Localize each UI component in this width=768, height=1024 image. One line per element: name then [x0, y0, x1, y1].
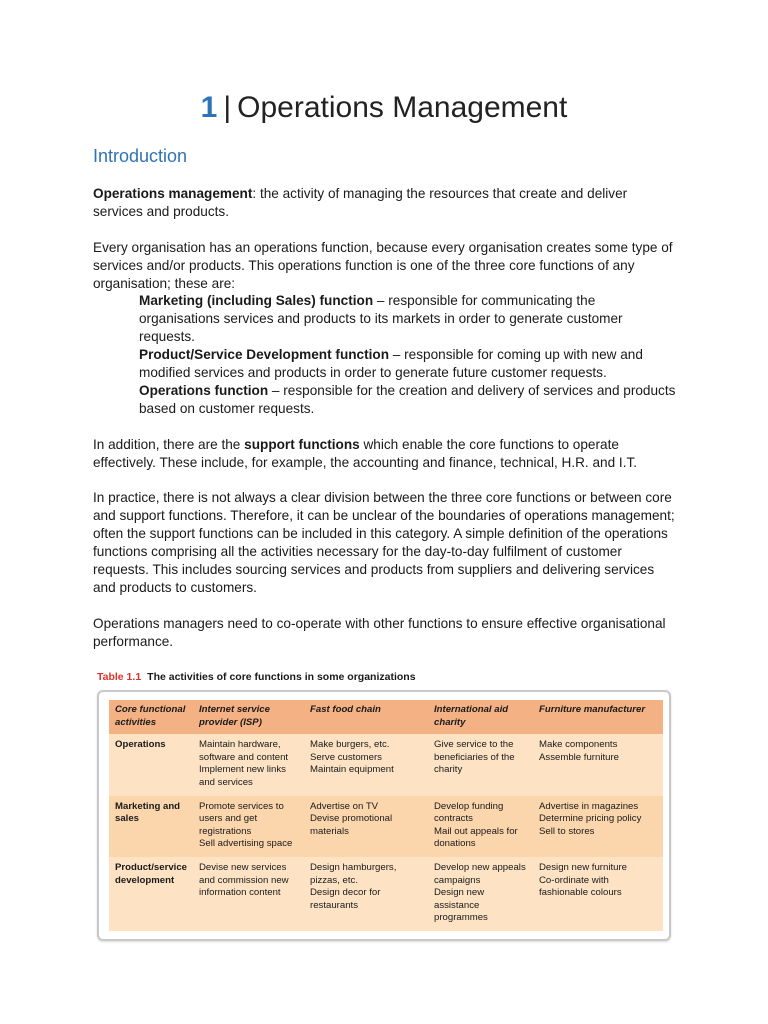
core-function-desc: – responsible for coming up with new and modified services and products in order to generate future customer requests. — [139, 347, 643, 381]
table-header-row — [109, 700, 663, 734]
table-cell — [193, 734, 304, 795]
core-function-desc: – responsible for the creation and delivery of services and products based on customer requests. — [139, 382, 676, 416]
chapter-title: Operations Management — [237, 91, 568, 124]
table-caption-title: The activities of core functions in some organizations — [147, 671, 416, 683]
table-figure — [97, 668, 671, 941]
table-cell-line: Design decor for restaurants — [310, 887, 381, 911]
support-after: which enable the core functions to operate effectively. These include, for example, the accounting and finance, technical, H.R. and I.T. — [93, 436, 638, 470]
core-function-item — [139, 346, 677, 382]
core-functions-table — [109, 700, 663, 931]
table-cell-line: Make burgers, etc. — [310, 739, 390, 751]
table-cell-line: Design hamburgers, pizzas, etc. — [310, 861, 397, 886]
table-cell-line: Advertise in magazines — [539, 800, 639, 812]
table-cell-line: Develop new appeals campaigns — [434, 861, 526, 886]
title-separator: | — [223, 91, 232, 124]
table-cell-line: Implement new links and services — [199, 764, 286, 788]
table-cell — [533, 734, 663, 795]
core-functions-list — [93, 292, 677, 417]
table-body — [109, 734, 663, 931]
table-cell-line: Devise promotional materials — [310, 813, 393, 837]
table-cell-line: Promote services to users and get registrations — [199, 800, 284, 837]
table-cell-line: Co-ordinate with fashionable colours — [539, 874, 622, 899]
table-cell — [533, 796, 663, 857]
table-cell-line: Maintain hardware, software and content — [199, 739, 289, 763]
table-frame — [97, 690, 671, 941]
definition-term: Operations management — [93, 186, 253, 201]
table-row-label: Marketing and sales — [109, 796, 193, 857]
table-cell-line: Make components — [539, 739, 618, 751]
table-cell-line: Assemble furniture — [539, 751, 619, 763]
table-row — [109, 734, 663, 795]
table-header-cell: Internet service provider (ISP) — [193, 700, 304, 734]
table-cell — [304, 796, 428, 857]
table-header-cell: Fast food chain — [304, 700, 428, 734]
cooperate-paragraph: Operations managers need to co-operate with other functions to ensure effective organisational performance. — [93, 615, 666, 649]
table-cell-line: Develop funding contracts — [434, 800, 504, 825]
table-caption-number: Table 1.1 — [97, 671, 142, 683]
table-cell — [428, 857, 533, 931]
table-cell-line: Design new furniture — [539, 861, 627, 873]
support-paragraph — [93, 436, 677, 472]
body-text — [93, 185, 677, 668]
core-function-name: Product/Service Development function — [139, 347, 390, 363]
table-cell — [193, 796, 304, 857]
core-function-name: Marketing (including Sales) function — [139, 293, 374, 309]
table-row — [109, 857, 663, 931]
table-cell-line: Sell advertising space — [199, 838, 293, 850]
table-row-label: Product/service development — [109, 857, 193, 931]
table-cell-line: Advertise on TV — [310, 800, 379, 812]
support-before: In addition, there are the — [93, 436, 245, 452]
table-cell — [428, 796, 533, 857]
table-caption — [97, 668, 671, 686]
support-term: support functions — [244, 436, 360, 452]
table-cell — [304, 734, 428, 795]
table-cell — [193, 857, 304, 931]
table-cell — [533, 857, 663, 931]
table-header-cell: Furniture manufacturer — [533, 700, 663, 734]
table-cell-line: Design new assistance programmes — [434, 887, 488, 924]
definition-text: : the activity of managing the resources that create and deliver services and products. — [93, 186, 628, 219]
core-function-item — [139, 382, 677, 418]
chapter-number: 1 — [200, 91, 218, 124]
table-row — [109, 796, 663, 857]
definition-paragraph — [93, 185, 677, 221]
table-cell-line: Give service to the beneficiaries of the charity — [434, 739, 515, 776]
table-cell-line: Serve customers — [310, 751, 382, 763]
page-title — [0, 88, 768, 128]
table-row-label: Operations — [109, 734, 193, 795]
table-cell-line: Determine pricing policy — [539, 813, 642, 825]
core-function-desc: – responsible for communicating the organisations services and products to its markets in order to generate customer requests. — [139, 293, 623, 345]
table-cell-line: Maintain equipment — [310, 764, 394, 776]
table-cell — [304, 857, 428, 931]
table-header-cell: Core functional activities — [109, 700, 193, 734]
table-header-cell: International aid charity — [428, 700, 533, 734]
table-cell-line: Mail out appeals for donations — [434, 825, 518, 850]
core-intro-paragraph: Every organisation has an operations function, because every organisation creates some type of services and/or products. This operations function is one of the three core functions of any organisation; these are: — [93, 239, 673, 291]
practice-paragraph: In practice, there is not always a clear division between the three core functions or between core and support functions. Therefore, it can be unclear of the boundaries of operations management; often the support functions can be included in this category. A simple definition of the operations functions comprising all the activities necessary for the day-to-day fulfilment of customer requests. This includes sourcing services and products from suppliers and delivering services and products to customers. — [93, 490, 675, 595]
table-cell-line: Devise new services and commission new information content — [199, 861, 289, 899]
core-function-item — [139, 292, 677, 346]
table-cell — [428, 734, 533, 795]
core-function-name: Operations function — [139, 382, 269, 398]
section-heading: Introduction — [93, 146, 188, 166]
table-cell-line: Sell to stores — [539, 825, 595, 837]
